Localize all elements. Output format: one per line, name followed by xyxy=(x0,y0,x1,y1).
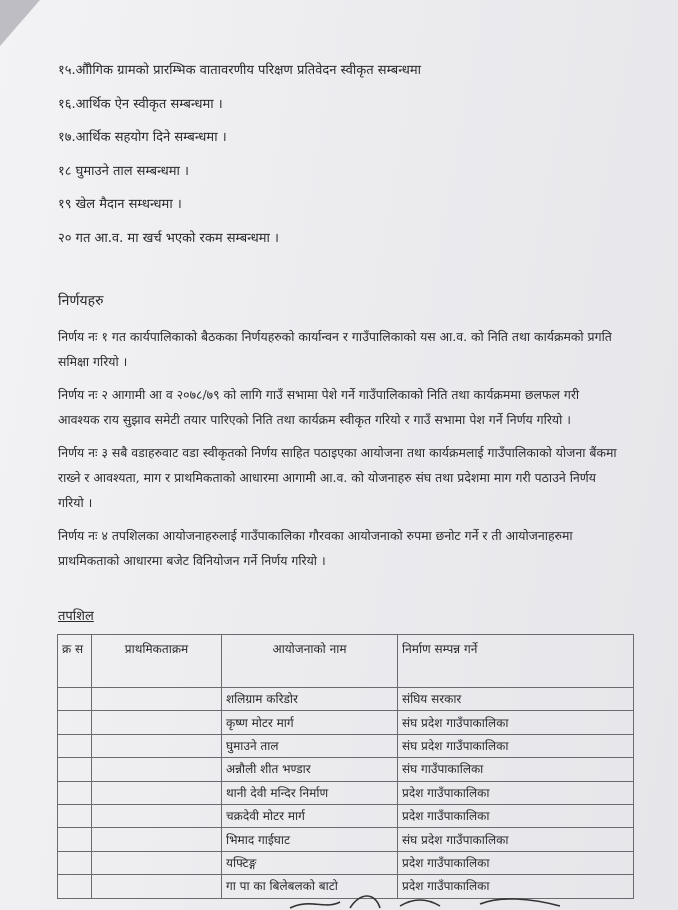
table-cell xyxy=(92,875,222,898)
decision-paragraph: निर्णय नः ४ तपशिलका आयोजनाहरुलाई गाउँपाकालिका गौरवका आयोजनाको रुपमा छनोट गर्ने र ती आयोजनाहरुमा प्राथमिकताको आधारमा बजेट विनियोजन गर्ने निर्णय गरियो । xyxy=(58,528,573,568)
table-header-row xyxy=(58,635,634,688)
table-row xyxy=(58,781,634,804)
decisions-heading: निर्णयहरु xyxy=(58,293,104,309)
header-project-name: आयोजनाको नाम xyxy=(222,635,398,688)
table-cell xyxy=(58,711,92,734)
table-cell: संघ प्रदेश गाउँपाकालिका xyxy=(398,711,634,734)
project-table xyxy=(57,634,634,899)
table-cell xyxy=(58,804,92,827)
decision-paragraph: निर्णय नः १ गत कार्यपालिकाको बैठकका निर्णयहरुको कार्यान्वन र गाउँपालिकाको यस आ.व. को निति तथा कार्यक्रमको प्रगति समिक्षा गरियो । xyxy=(58,329,612,369)
table-cell: प्रदेश गाउँपाकालिका xyxy=(398,875,634,898)
table-cell: शलिग्राम करिडोर xyxy=(222,688,398,711)
table-cell: प्रदेश गाउँपाकालिका xyxy=(398,781,634,804)
table-cell xyxy=(92,851,222,874)
details-heading: तपशिल xyxy=(58,609,94,624)
agenda-item: २० गत आ.व. मा खर्च भएको रकम सम्बन्धमा । xyxy=(58,230,279,246)
table-row xyxy=(58,851,634,874)
table-cell xyxy=(92,688,222,711)
table-cell: घुमाउने ताल xyxy=(222,734,398,757)
table-cell xyxy=(58,851,92,874)
table-row xyxy=(58,804,634,827)
table-row xyxy=(58,711,634,734)
table-cell xyxy=(58,875,92,898)
agenda-item: १५.औौगिक ग्रामको प्रारम्भिक वातावरणीय परिक्षण प्रतिवेदन स्वीकृत सम्बन्धमा xyxy=(58,63,421,78)
table-cell: संघ प्रदेश गाउँपाकालिका xyxy=(398,734,634,757)
header-implementer: निर्माण सम्पन्न गर्ने xyxy=(398,635,634,688)
table-cell: यफ्टिङ्ग xyxy=(222,851,398,874)
table-cell xyxy=(92,734,222,757)
table-cell xyxy=(92,781,222,804)
agenda-item: १९ खेल मैदान सम्धन्धमा । xyxy=(58,197,182,212)
table-cell: संघ प्रदेश गाउँपाकालिका xyxy=(398,828,634,851)
table-cell xyxy=(92,711,222,734)
decisions-list xyxy=(58,324,618,581)
table-cell xyxy=(92,828,222,851)
table-cell xyxy=(58,781,92,804)
table-row xyxy=(58,734,634,757)
table-cell: प्रदेश गाउँपाकालिका xyxy=(398,851,634,874)
agenda-item: १६.आर्थिक ऐन स्वीकृत सम्बन्धमा । xyxy=(58,96,223,112)
table-cell xyxy=(58,758,92,781)
header-priority: प्राथमिकताक्रम xyxy=(92,635,222,688)
decision-paragraph: निर्णय नः ३ सबै वडाहरुवाट वडा स्वीकृतको निर्णय साहित पठाइएका आयोजना तथा कार्यक्रमलाई गाउँपालिकाको योजना बैंकमा राख्ने र आवश्यता, माग र प्राथमिकताको आधारमा आगामी आ.व. को योजनाहरु संघ तथा प्रदेशमा माग गरी पठाउने निर्णय गरियो । xyxy=(58,445,617,510)
agenda-item: १८ घुमाउने ताल सम्बन्धमा । xyxy=(58,163,189,179)
table-row xyxy=(58,688,634,711)
table-cell: कृष्ण मोटर मार्ग xyxy=(222,711,398,734)
page-corner-fold xyxy=(0,0,40,46)
decision-paragraph: निर्णय नः २ आगामी आ व २०७८/७९ को लागि गाउँ सभामा पेशे गर्ने गाउँपालिकाको निति तथा कार्यक्रममा छलफल गरी आवश्यक राय सुझाव समेटी तयार पारिएको निति तथा कार्यक्रम स्वीकृत गरियो र गाउँ सभामा पेश गर्ने निर्णय गरियो । xyxy=(58,387,580,427)
table-cell: भिमाद गाईघाट xyxy=(222,828,398,851)
table-cell: संघिय सरकार xyxy=(398,688,634,711)
table-cell: अन्नौली शीत भण्डार xyxy=(222,758,398,781)
agenda-list xyxy=(58,60,648,261)
signature-scribble xyxy=(280,888,580,910)
table-cell: थानी देवी मन्दिर निर्माण xyxy=(222,781,398,804)
table-cell xyxy=(92,804,222,827)
header-serial: क्र स xyxy=(58,635,92,688)
table-cell: गा पा का बिलेबलको बाटो xyxy=(222,875,398,898)
table-cell: चक्रदेवी मोटर मार्ग xyxy=(222,804,398,827)
table-cell xyxy=(58,734,92,757)
table-cell: प्रदेश गाउँपाकालिका xyxy=(398,804,634,827)
table-row xyxy=(58,828,634,851)
table-cell xyxy=(58,688,92,711)
table-cell: संघ गाउँपाकालिका xyxy=(398,758,634,781)
table-cell xyxy=(58,828,92,851)
table-cell xyxy=(92,758,222,781)
agenda-item: १७.आर्थिक सहयोग दिने सम्बन्धमा । xyxy=(58,130,227,145)
table-row xyxy=(58,758,634,781)
